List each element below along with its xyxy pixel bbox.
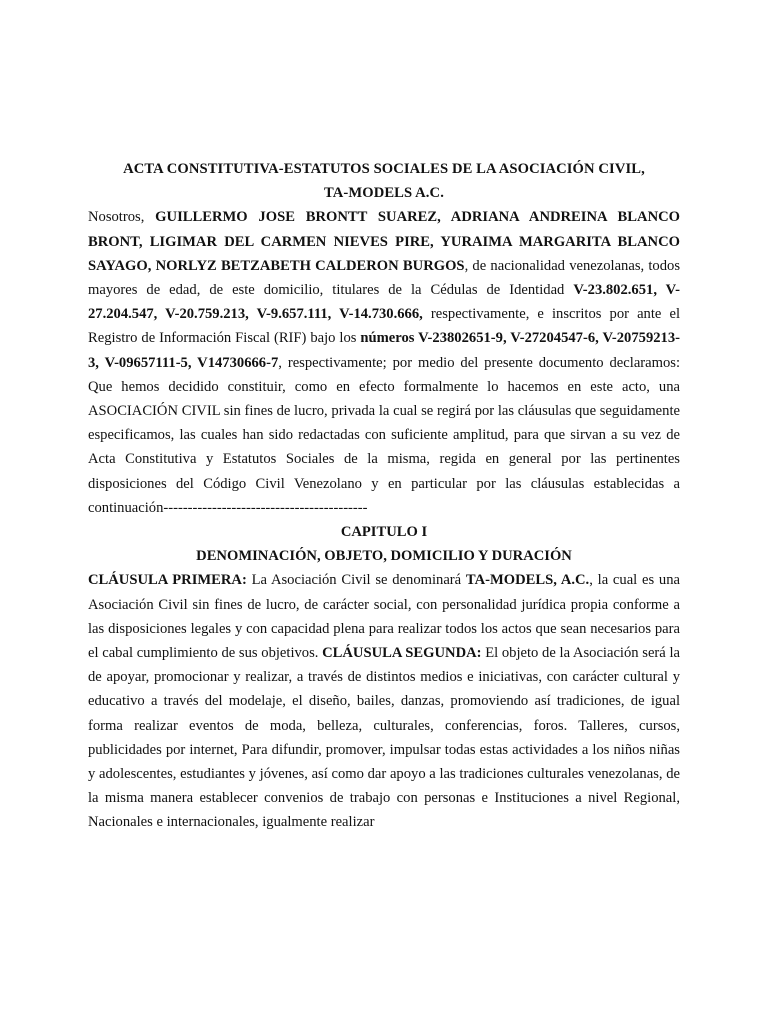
chapter-heading: CAPITULO I bbox=[340, 524, 428, 541]
rif-numbers: números V-23802651-9, V-27204547-6, V-20759213-3, V-09657111-5, V14730666-7 bbox=[88, 330, 680, 371]
clause2-label: CLÁUSULA SEGUNDA: bbox=[322, 645, 482, 662]
clause1-text-2: , la cual es una Asociación Civil sin fines de lucro, de carácter social, con personalidad jurídica propia conforme a las disposiciones legales y con capacidad plena para realizar todos los actos que sean necesarios para el cabal cumplimiento de sus objetivos. bbox=[88, 572, 681, 662]
document-title-line1: ACTA CONSTITUTIVA-ESTATUTOS SOCIALES DE LA ASOCIACIÓN CIVIL, bbox=[123, 161, 645, 177]
id-numbers: V-23.802.651, V-27.204.547, V-20.759.213, V-9.657.111, V-14.730.666, bbox=[88, 282, 680, 323]
association-name: TA-MODELS, A.C. bbox=[465, 572, 590, 589]
chapter-title: DENOMINACIÓN, OBJETO, DOMICILIO Y DURACIÓN bbox=[196, 548, 572, 565]
clauses-paragraph bbox=[88, 568, 680, 834]
intro-paragraph bbox=[88, 205, 680, 520]
founders-names: GUILLERMO JOSE BRONTT SUAREZ, ADRIANA ANDREINA BLANCO BRONT, LIGIMAR DEL CARMEN NIEVES PIRE, YURAIMA MARGARITA BLANCO SAYAGO, NORLYZ BETZABETH CALDERON BURGOS bbox=[88, 209, 680, 274]
clause1-text-1: La Asociación Civil se denominará bbox=[246, 572, 466, 589]
intro-text-2: , de nacionalidad venezolanas, todos mayores de edad, de este domicilio, titulares de la Cédulas de Identidad bbox=[88, 257, 680, 299]
intro-text-1: Nosotros, bbox=[88, 209, 156, 226]
clause2-text: El objeto de la Asociación será la de apoyar, promocionar y realizar, a través de distintos medios e iniciativas, con carácter cultural y educativo a través del modelaje, el diseño, bailes, danzas, promoviendo así tradiciones, de igual forma realizar eventos de moda, belleza, culturales, conferencias, foros. Talleres, cursos, publicidades por internet, Para difundir, promover, impulsar todas estas actividades a los niños niñas y adolescentes, estudiantes y jóvenes, así como dar apoyo a las tradiciones culturales venezolanas, de la misma manera establecer convenios de trabajo con personas e Instituciones a nivel Regional, Nacionales e internacionales, igualmente realizar bbox=[88, 645, 680, 831]
document-page bbox=[88, 157, 680, 835]
document-title-line2: TA-MODELS A.C. bbox=[324, 185, 444, 202]
clause1-label: CLÁUSULA PRIMERA: bbox=[88, 572, 247, 589]
intro-text-4: , respectivamente; por medio del presente documento declaramos: Que hemos decidido constituir, como en efecto formalmente lo hacemos en este acto, una ASOCIACIÓN CIVIL sin fines de lucro, privada la cual se regirá por las cláusulas que seguidamente especificamos, las cuales han sido redactadas con suficiente amplitud, para que sirvan a su vez de Acta Constitutiva y Estatutos Sociales de la misma, regida en general por las pertinentes disposiciones del Código Civil Venezolano y en particular por las cláusulas establecidas a continuación------------------------------------------ bbox=[88, 354, 681, 516]
intro-text-3: respectivamente, e inscritos por ante el Registro de Información Fiscal (RIF) bajo los bbox=[88, 306, 680, 347]
